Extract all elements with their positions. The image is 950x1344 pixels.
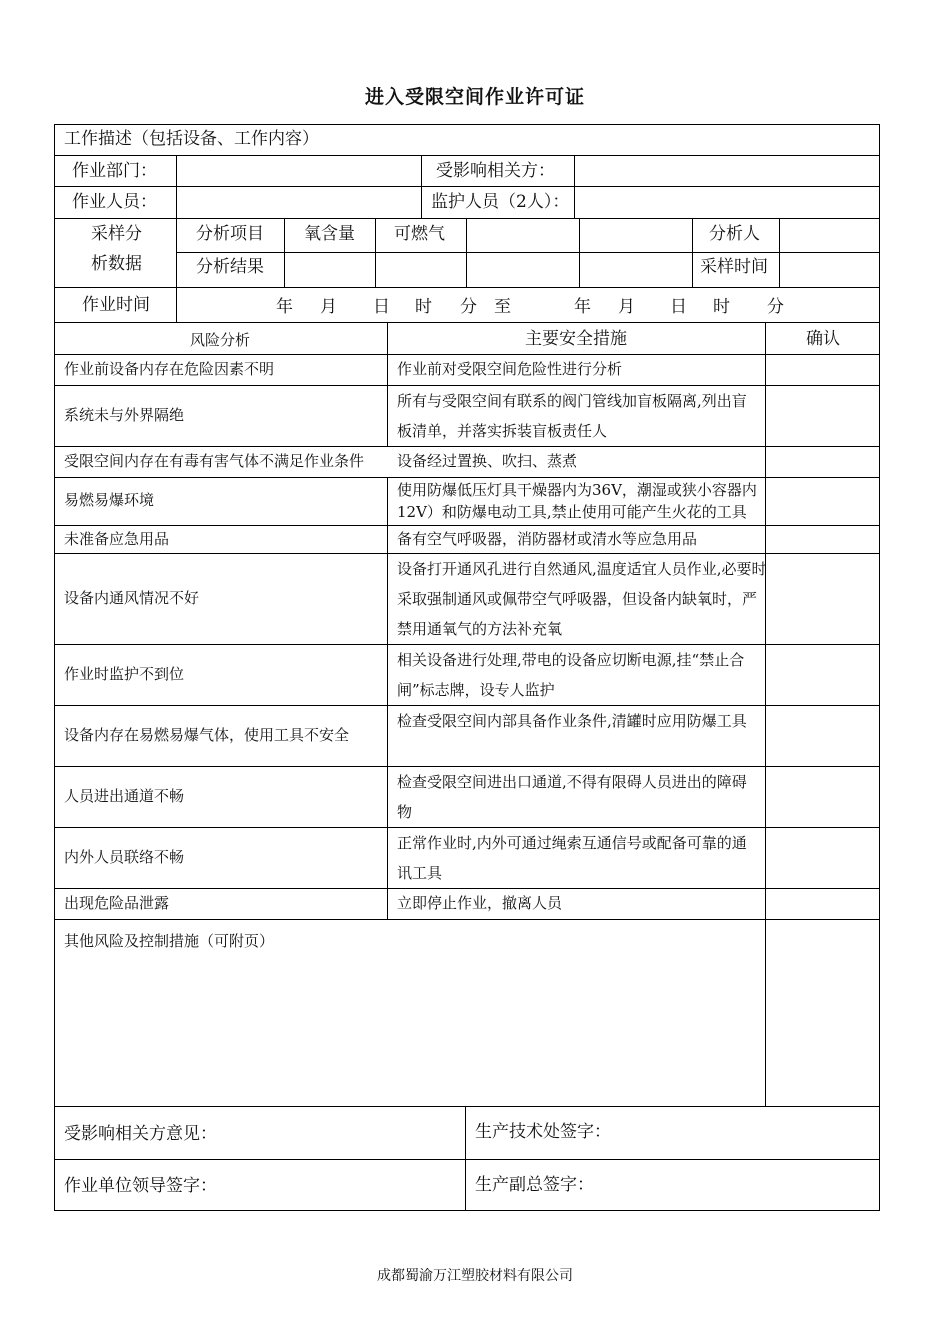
- col-divider: [387, 477, 388, 919]
- measure-item: 立即停止作业，撤离人员: [397, 894, 563, 912]
- work-time-year: 年: [574, 297, 591, 317]
- col-divider: [765, 322, 766, 1106]
- risk-item: 系统未与外界隔绝: [64, 406, 185, 424]
- safety-measures-header: 主要安全措施: [525, 329, 627, 349]
- confirm-header: 确认: [806, 329, 840, 349]
- work-time-to: 至: [494, 297, 511, 317]
- row-divider: [54, 446, 880, 447]
- row-divider: [54, 1159, 880, 1160]
- work-time-day: 日: [373, 297, 390, 317]
- row-divider: [176, 252, 880, 253]
- analysis-result-label: 分析结果: [196, 257, 264, 277]
- measure-item: 设备经过置换、吹扫、蒸煮: [397, 452, 578, 470]
- risk-analysis-header: 风险分析: [190, 331, 251, 349]
- work-time-day: 日: [670, 297, 687, 317]
- risk-item: 易燃易爆环境: [64, 491, 155, 509]
- affected-party-label: 受影响相关方：: [436, 161, 555, 181]
- unit-leader-signature-label: 作业单位领导签字：: [64, 1176, 217, 1196]
- personnel-label: 作业人员：: [72, 192, 157, 212]
- department-label: 作业部门：: [72, 161, 157, 181]
- work-description-label: 工作描述（包括设备、工作内容）: [64, 129, 319, 149]
- col-divider: [465, 1106, 466, 1211]
- combustible-label: 可燃气: [394, 224, 445, 244]
- risk-item: 设备内通风情况不好: [64, 589, 200, 607]
- deputy-gm-signature-label: 生产副总签字：: [475, 1175, 594, 1195]
- row-divider: [54, 155, 880, 156]
- measure-item: 正常作业时,内外可通过绳索互通信号或配备可靠的通讯工具: [397, 834, 747, 882]
- measure-item: 设备打开通风孔进行自然通风,温度适宜人员作业,必要时采取强制通风或佩带空气呼吸器，但设备内缺氧时，严禁用通氧气的方法补充氧: [397, 560, 767, 638]
- col-divider: [466, 218, 467, 287]
- work-time-month: 月: [320, 297, 337, 317]
- work-time-minute: 分: [460, 297, 477, 317]
- row-divider: [54, 525, 880, 526]
- col-divider: [375, 218, 376, 287]
- measure-item: 所有与受限空间有联系的阀门管线加盲板隔离,列出盲板清单，并落实拆装盲板责任人: [397, 392, 747, 440]
- monitor-label: 监护人员（2人）：: [431, 192, 570, 212]
- risk-item: 作业时监护不到位: [64, 665, 185, 683]
- measure-item: 作业前对受限空间危险性进行分析: [397, 360, 623, 378]
- analysis-item-label: 分析项目: [196, 224, 264, 244]
- work-time-hour: 时: [415, 297, 432, 317]
- measure-item: 使用防爆低压灯具干燥器内为36V，潮湿或狭小容器内12V）和防爆电动工具,禁止使用可能产生火花的工具: [397, 481, 757, 521]
- row-divider: [54, 477, 880, 478]
- sampling-label: 采样分: [91, 224, 142, 244]
- row-divider: [54, 1106, 880, 1107]
- work-time-label: 作业时间: [82, 295, 150, 315]
- work-time-hour: 时: [713, 297, 730, 317]
- risk-item: 作业前设备内存在危险因素不明: [64, 360, 275, 378]
- row-divider: [54, 218, 880, 219]
- col-divider: [176, 155, 177, 218]
- affected-party-opinion-label: 受影响相关方意见：: [64, 1124, 217, 1144]
- other-risks-label: 其他风险及控制措施（可附页）: [64, 932, 275, 950]
- col-divider: [387, 322, 388, 446]
- risk-item: 受限空间内存在有毒有害气体不满足作业条件: [64, 452, 365, 470]
- risk-item: 设备内存在易燃易爆气体，使用工具不安全: [64, 726, 350, 744]
- work-time-minute: 分: [767, 297, 784, 317]
- work-time-year: 年: [276, 297, 293, 317]
- measure-item: 检查受限空间进出口通道,不得有限碍人员进出的障碍物: [397, 773, 747, 821]
- col-divider: [779, 218, 780, 287]
- measure-item: 相关设备进行处理,带电的设备应切断电源,挂“禁止合闸”标志牌，设专人监护: [397, 651, 745, 699]
- col-divider: [176, 218, 177, 322]
- risk-item: 内外人员联络不畅: [64, 848, 185, 866]
- col-divider: [574, 155, 575, 218]
- row-divider: [54, 322, 880, 323]
- row-divider: [54, 888, 880, 889]
- col-divider: [692, 218, 693, 287]
- measure-item: 备有空气呼吸器，消防器材或清水等应急用品: [397, 530, 698, 548]
- measure-item: 检查受限空间内部具备作业条件,清罐时应用防爆工具: [397, 712, 747, 730]
- company-footer: 成都蜀渝万江塑胶材料有限公司: [377, 1268, 573, 1284]
- work-time-month: 月: [618, 297, 635, 317]
- sample-time-label: 采样时间: [700, 257, 768, 277]
- tech-dept-signature-label: 生产技术处签字：: [475, 1122, 611, 1142]
- col-divider: [284, 218, 285, 287]
- sampling-label: 析数据: [91, 254, 142, 274]
- row-divider: [54, 186, 880, 187]
- col-divider: [421, 155, 422, 218]
- analyst-label: 分析人: [709, 224, 760, 244]
- row-divider: [54, 354, 880, 355]
- risk-item: 出现危险品泄露: [64, 894, 170, 912]
- risk-item: 人员进出通道不畅: [64, 787, 185, 805]
- col-divider: [579, 218, 580, 287]
- row-divider: [54, 287, 880, 288]
- row-divider: [54, 919, 880, 920]
- page-title: 进入受限空间作业许可证: [364, 86, 585, 108]
- risk-item: 未准备应急用品: [64, 530, 170, 548]
- oxygen-label: 氧含量: [304, 224, 355, 244]
